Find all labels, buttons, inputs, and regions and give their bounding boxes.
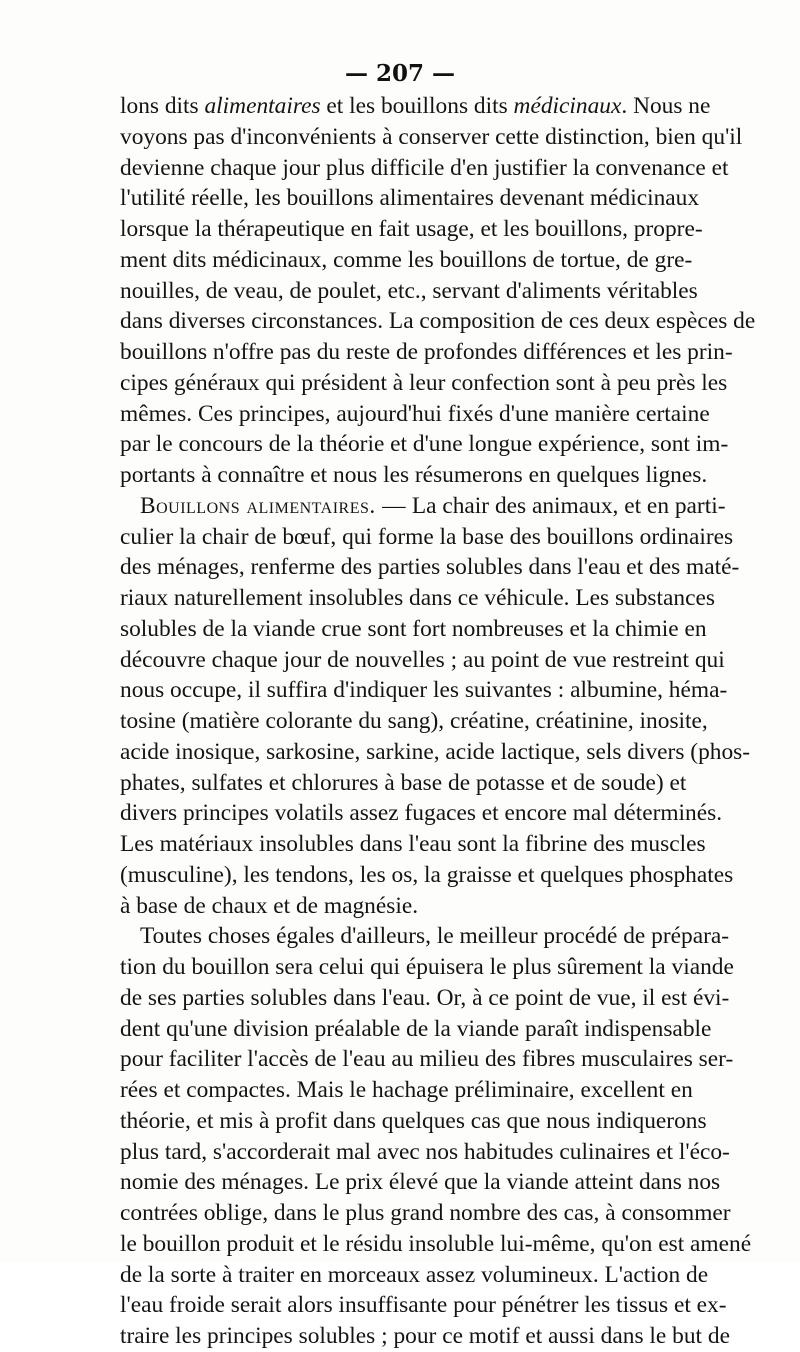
text-line: nous occupe, il suffira d'indiquer les suivantes : albumine, héma- bbox=[120, 677, 728, 704]
paragraph bbox=[120, 921, 752, 1352]
text-line: plus tard, s'accorderait mal avec nos habitudes culinaires et l'éco- bbox=[120, 1138, 730, 1165]
text-line: Les matériaux insolubles dans l'eau sont la fibrine des muscles bbox=[120, 831, 706, 857]
text-line: nouilles, de veau, de poulet, etc., servant d'aliments véritables bbox=[120, 277, 698, 304]
text-line: portants à connaître et nous les résumerons en quelques lignes. bbox=[120, 462, 708, 488]
text-line: lorsque la thérapeutique en fait usage, et les bouillons, propre- bbox=[120, 216, 703, 242]
text-line: cipes généraux qui président à leur confection sont à peu près les bbox=[120, 369, 728, 396]
page-number: — 207 — bbox=[344, 60, 456, 87]
text-line: de ses parties solubles dans l'eau. Or, à ce point de vue, il est évi- bbox=[120, 984, 730, 1011]
text-line: à base de chaux et de magnésie. bbox=[120, 892, 419, 919]
text-line: (musculine), les tendons, les os, la graisse et quelques phosphates bbox=[120, 861, 734, 888]
text-line: dent qu'une division préalable de la viande paraît indispensable bbox=[120, 1015, 712, 1042]
paragraph bbox=[120, 491, 751, 922]
text-line: voyons pas d'inconvénients à conserver cette distinction, bien qu'il bbox=[120, 123, 743, 150]
text-line: lons dits alimentaires et les bouillons dits médicinaux. Nous ne bbox=[120, 93, 711, 119]
text-line: devienne chaque jour plus difficile d'en justifier la convenance et bbox=[120, 154, 729, 181]
text-line: découvre chaque jour de nouvelles ; au point de vue restreint qui bbox=[120, 646, 725, 673]
text-line bbox=[120, 491, 726, 522]
text-line: Toutes choses égales d'ailleurs, le meilleur procédé de prépara- bbox=[140, 923, 730, 950]
text-line: pour faciliter l'accès de l'eau au milieu des fibres musculaires ser- bbox=[120, 1046, 734, 1073]
text-line: acide inosique, sarkosine, sarkine, acide lactique, sels divers (phos- bbox=[120, 738, 751, 765]
text-line: tosine (matière colorante du sang), créatine, créatinine, inosite, bbox=[120, 708, 708, 734]
text-line: nomie des ménages. Le prix élevé que la viande atteint dans nos bbox=[120, 1169, 721, 1196]
text-line: des ménages, renferme des parties solubles dans l'eau et des maté- bbox=[120, 554, 740, 581]
text-line: de la sorte à traiter en morceaux assez volumineux. L'action de bbox=[120, 1261, 709, 1288]
text-line: dans diverses circonstances. La composition de ces deux espèces de bbox=[120, 308, 756, 335]
text-line: l'utilité réelle, les bouillons alimentaires devenant médicinaux bbox=[120, 185, 700, 212]
text-line: culier la chair de bœuf, qui forme la base des bouillons ordinaires bbox=[120, 523, 734, 550]
text-line: par le concours de la théorie et d'une longue expérience, sont im- bbox=[120, 431, 729, 458]
text-line: ment dits médicinaux, comme les bouillons de tortue, de gre- bbox=[120, 246, 693, 273]
text-line: rées et compactes. Mais le hachage préliminaire, excellent en bbox=[120, 1077, 693, 1103]
text-line: théorie, et mis à profit dans quelques cas que nous indiquerons bbox=[120, 1107, 707, 1134]
text-line: tion du bouillon sera celui qui épuisera le plus sûrement la viande bbox=[120, 954, 734, 980]
paragraph bbox=[120, 91, 756, 491]
text-line: contrées oblige, dans le plus grand nombre des cas, à consommer bbox=[120, 1200, 731, 1226]
section-heading: Bouillons alimentaires. — bbox=[140, 492, 406, 519]
text-line: bouillons n'offre pas du reste de profondes différences et les prin- bbox=[120, 339, 733, 365]
text-line: mêmes. Ces principes, aujourd'hui fixés d'une manière certaine bbox=[120, 400, 710, 427]
body-text bbox=[120, 91, 756, 1352]
text-run: La chair des animaux, et en parti- bbox=[411, 492, 726, 519]
text-line: solubles de la viande crue sont fort nombreuses et la chimie en bbox=[120, 615, 707, 642]
text-line: divers principes volatils assez fugaces et encore mal déterminés. bbox=[120, 800, 723, 827]
text-line: phates, sulfates et chlorures à base de potasse et de soude) et bbox=[120, 769, 687, 796]
text-line: traire les principes solubles ; pour ce motif et aussi dans le but de bbox=[120, 1323, 730, 1349]
text-line: riaux naturellement insolubles dans ce véhicule. Les substances bbox=[120, 585, 715, 611]
text-line: l'eau froide serait alors insuffisante pour pénétrer les tissus et ex- bbox=[120, 1292, 727, 1319]
text-line: le bouillon produit et le résidu insoluble lui-même, qu'on est amené bbox=[120, 1230, 752, 1257]
